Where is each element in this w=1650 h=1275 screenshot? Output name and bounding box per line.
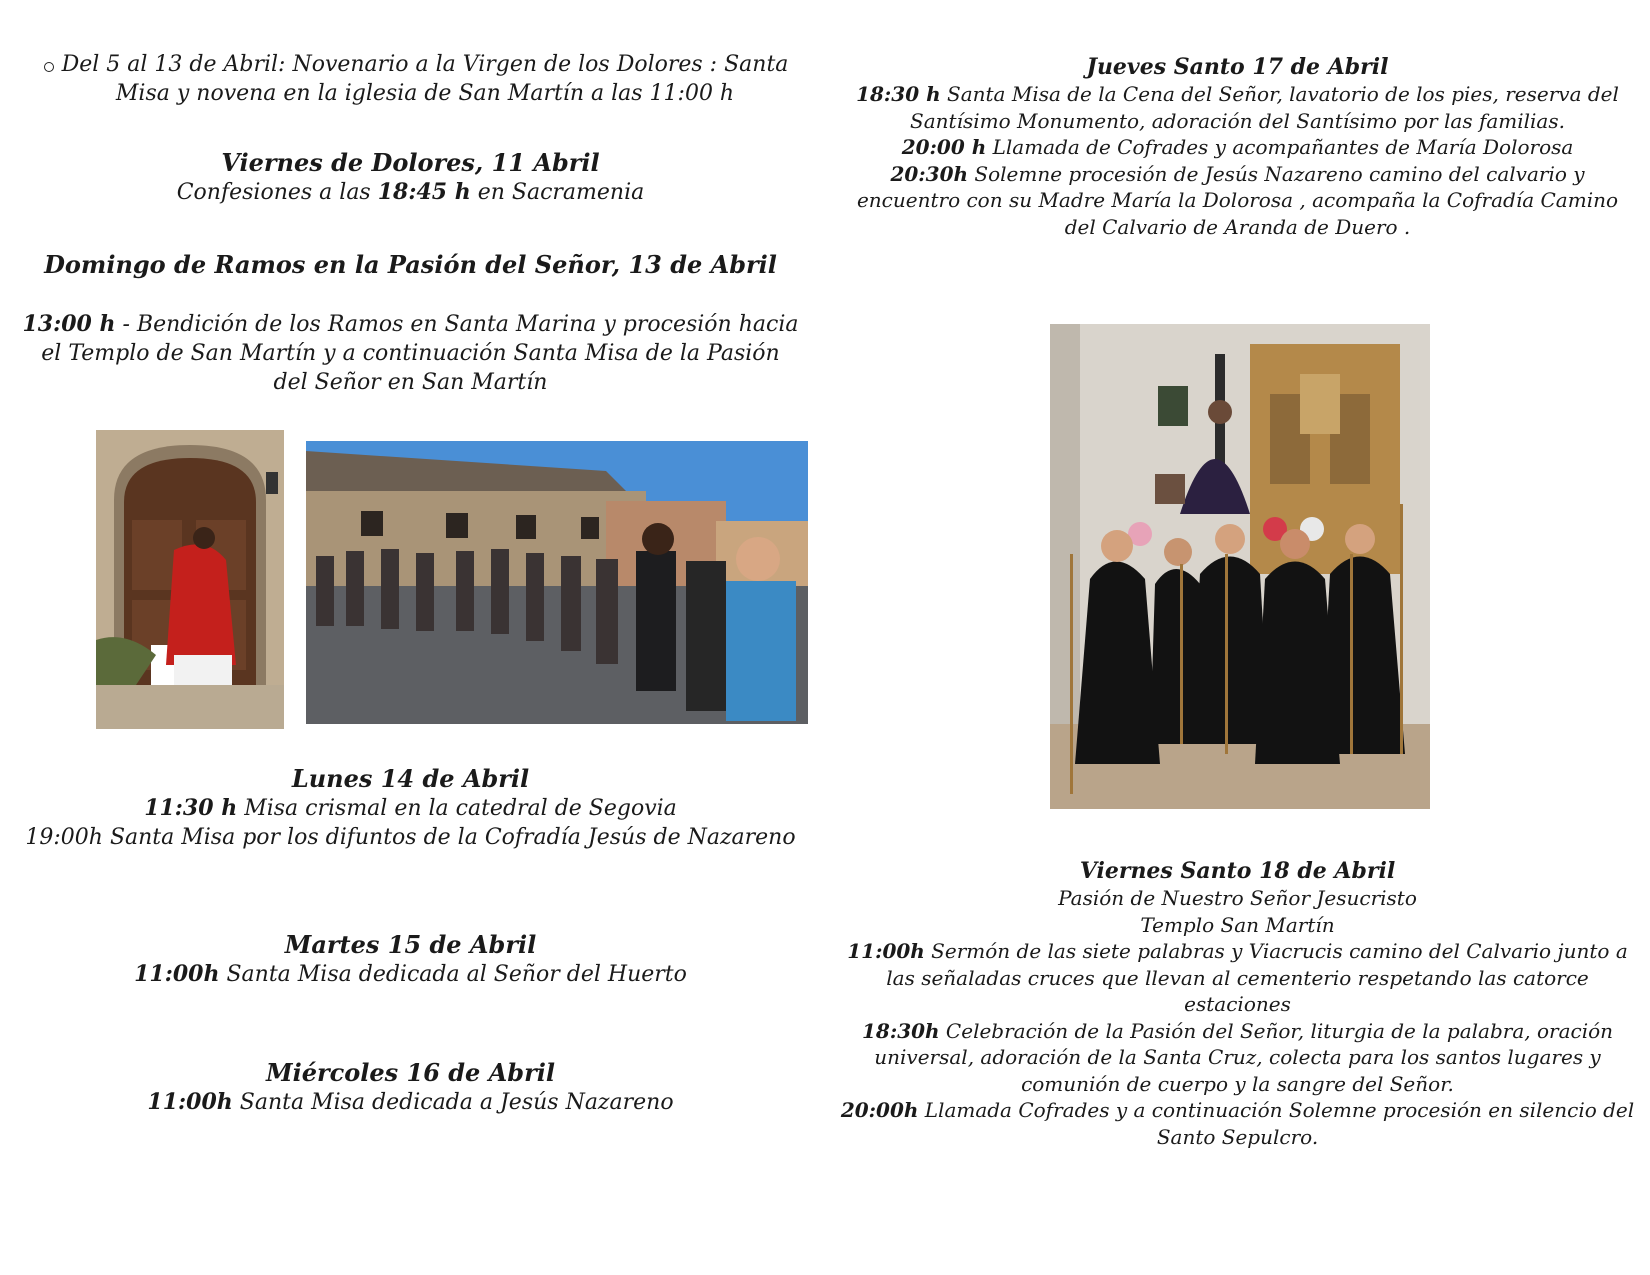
viernes-santo-line-1: 11:00h Sermón de las siete palabras y Viacrucis camino del Calvario junto a [847,939,1628,963]
martes-title: Martes 15 de Abril [284,930,537,959]
domingo-ramos-title: Domingo de Ramos en la Pasión del Señor, 13 de Abril [44,250,777,279]
viernes-dolores-title: Viernes de Dolores, 11 Abril [221,148,600,177]
domingo-ramos-line-1: 13:00 h - Bendición de los Ramos en Santa Marina y procesión hacia [22,311,799,337]
domingo-ramos-line-2: el Templo de San Martín y a continuación Santa Misa de la Pasión [41,341,780,366]
viernes-santo-line-5: universal, adoración de la Santa Cruz, colecta para los santos lugares y [874,1045,1601,1069]
jueves-line-2: Santísimo Monumento, adoración del Santísimo por las familias. [910,108,1565,133]
novena-item [40,50,810,108]
jueves-line-3: 20:00 h Llamada de Cofrades y acompañantes de María Dolorosa [901,135,1574,159]
priest-blessing-image [96,430,284,729]
viernes-santo-line-4: 18:30h Celebración de la Pasión del Señor, liturgia de la palabra, oración [861,1018,1614,1043]
viernes-santo-sub-2: Templo San Martín [1140,912,1335,937]
miercoles-section [8,1058,813,1117]
lunes-section [8,764,813,852]
priest-blessing-photo [96,430,284,729]
domingo-ramos-body [8,310,813,397]
jueves-santo-section [830,54,1645,240]
martes-section [8,930,813,989]
novena-line-1: Del 5 al 13 de Abril: Novenario a la Virgen de los Dolores : Santa [61,52,789,77]
viernes-dolores-section [8,148,813,207]
lunes-line-1: 11:30 h Misa crismal en la catedral de Segovia [144,795,677,821]
domingo-ramos-line-3: del Señor en San Martín [273,370,548,395]
viernes-santo-section [830,858,1645,1150]
lunes-line-2: 19:00h Santa Misa por los difuntos de la Cofradía Jesús de Nazareno [25,825,796,850]
viernes-santo-line-8: Santo Sepulcro. [1156,1124,1319,1149]
jueves-santo-title: Jueves Santo 17 de Abril [1086,54,1389,80]
palm-procession-photo [306,441,808,724]
domingo-ramos-section [8,250,813,280]
palm-procession-image [306,441,808,724]
viernes-santo-title: Viernes Santo 18 de Abril [1079,858,1396,884]
viernes-santo-line-7: 20:00h Llamada Cofrades y a continuación Solemne procesión en silencio del [840,1098,1635,1122]
novena-line-2: Misa y novena en la iglesia de San Martín a las 11:00 h [115,81,735,106]
lunes-title: Lunes 14 de Abril [291,764,530,793]
cofradia-group-image [1050,324,1430,809]
viernes-santo-line-6: comunión de cuerpo y la sangre del Señor. [1021,1071,1454,1096]
viernes-santo-line-2: las señaladas cruces que llevan al cementerio respetando las catorce [886,965,1589,990]
jueves-line-6: del Calvario de Aranda de Duero . [1064,214,1411,239]
bullet-circle-icon [44,62,54,72]
viernes-santo-line-3: estaciones [1184,992,1291,1016]
cofradia-group-photo [1050,324,1430,809]
viernes-santo-sub-1: Pasión de Nuestro Señor Jesucristo [1058,886,1417,910]
miercoles-title: Miércoles 16 de Abril [266,1058,555,1087]
jueves-line-5: encuentro con su Madre María la Dolorosa , acompaña la Cofradía Camino [856,188,1619,212]
viernes-dolores-line: Confesiones a las 18:45 h en Sacramenia [176,179,645,205]
jueves-line-1: 18:30 h Santa Misa de la Cena del Señor, lavatorio de los pies, reserva del [856,82,1619,106]
jueves-line-4: 20:30h Solemne procesión de Jesús Nazareno camino del calvario y [890,161,1585,186]
martes-line: 11:00h Santa Misa dedicada al Señor del Huerto [134,961,687,987]
miercoles-line: 11:00h Santa Misa dedicada a Jesús Nazareno [147,1089,674,1115]
